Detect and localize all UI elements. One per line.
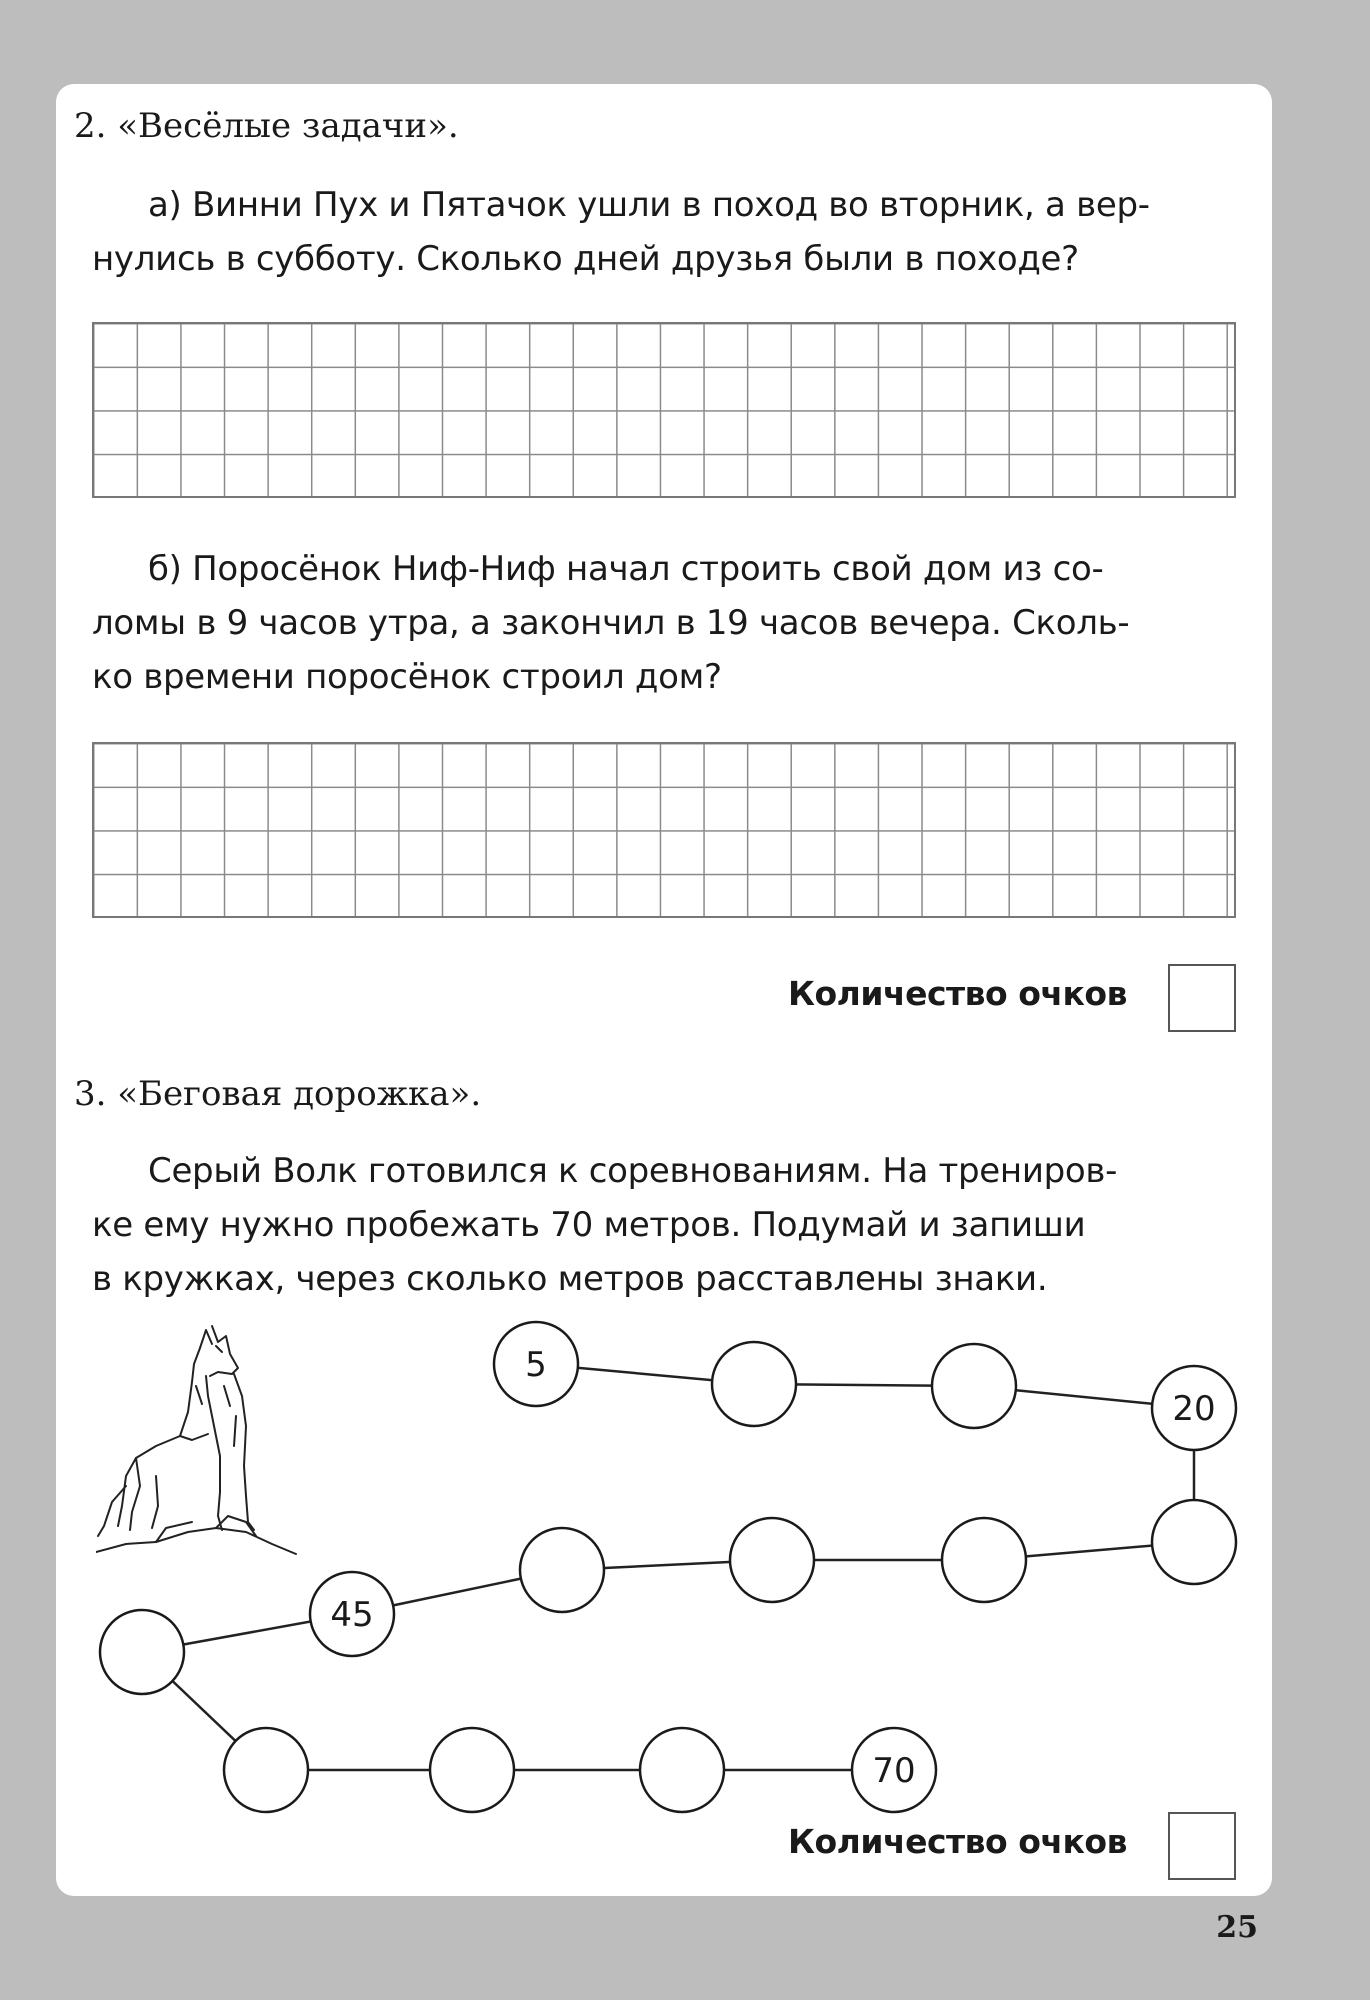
answer-grid-b[interactable] xyxy=(92,742,1236,918)
task2b-line1: б) Поросёнок Ниф-Ниф начал строить свой дом из со- xyxy=(148,549,1104,589)
task2-score-label: Количество очков xyxy=(788,974,1127,1013)
track-marker-label: 20 xyxy=(1172,1389,1216,1429)
track-marker-empty[interactable] xyxy=(224,1728,308,1812)
track-marker-empty[interactable] xyxy=(730,1518,814,1602)
track-marker-label: 45 xyxy=(330,1595,374,1635)
track-marker-empty[interactable] xyxy=(1152,1500,1236,1584)
track-marker-filled xyxy=(310,1572,394,1656)
track-marker-filled xyxy=(852,1728,936,1812)
task3-score-label: Количество очков xyxy=(788,1822,1127,1861)
track-marker-filled xyxy=(1152,1366,1236,1450)
task3-line1: Серый Волк готовился к соревнованиям. На трениров- xyxy=(148,1151,1118,1191)
task3-line2: ке ему нужно пробежать 70 метров. Подумай и запиши xyxy=(92,1205,1086,1245)
track-marker-empty[interactable] xyxy=(942,1518,1026,1602)
running-track xyxy=(0,1290,1370,1840)
track-marker-filled xyxy=(494,1322,578,1406)
track-marker-label: 5 xyxy=(525,1345,547,1385)
track-marker-empty[interactable] xyxy=(430,1728,514,1812)
task2-score-box[interactable] xyxy=(1168,964,1236,1032)
track-marker-label: 70 xyxy=(872,1751,916,1791)
task2a-line1: а) Винни Пух и Пятачок ушли в поход во вторник, а вер- xyxy=(148,185,1150,225)
track-marker-empty[interactable] xyxy=(100,1610,184,1694)
task2b-line2: ломы в 9 часов утра, а закончил в 19 часов вечера. Сколь- xyxy=(92,603,1130,643)
task2b-line3: ко времени поросёнок строил дом? xyxy=(92,657,722,697)
task2-heading: 2. «Весёлые задачи». xyxy=(74,106,459,146)
task2a-line2: нулись в субботу. Сколько дней друзья были в походе? xyxy=(92,239,1079,279)
task3-heading: 3. «Беговая дорожка». xyxy=(74,1074,482,1114)
track-marker-empty[interactable] xyxy=(932,1344,1016,1428)
track-marker-empty[interactable] xyxy=(712,1342,796,1426)
answer-grid-a[interactable] xyxy=(92,322,1236,498)
track-marker-empty[interactable] xyxy=(640,1728,724,1812)
page-number: 25 xyxy=(1216,1910,1258,1945)
track-marker-empty[interactable] xyxy=(520,1528,604,1612)
task3-line3: в кружках, через сколько метров расставлены знаки. xyxy=(92,1259,1048,1299)
task3-score-box[interactable] xyxy=(1168,1812,1236,1880)
